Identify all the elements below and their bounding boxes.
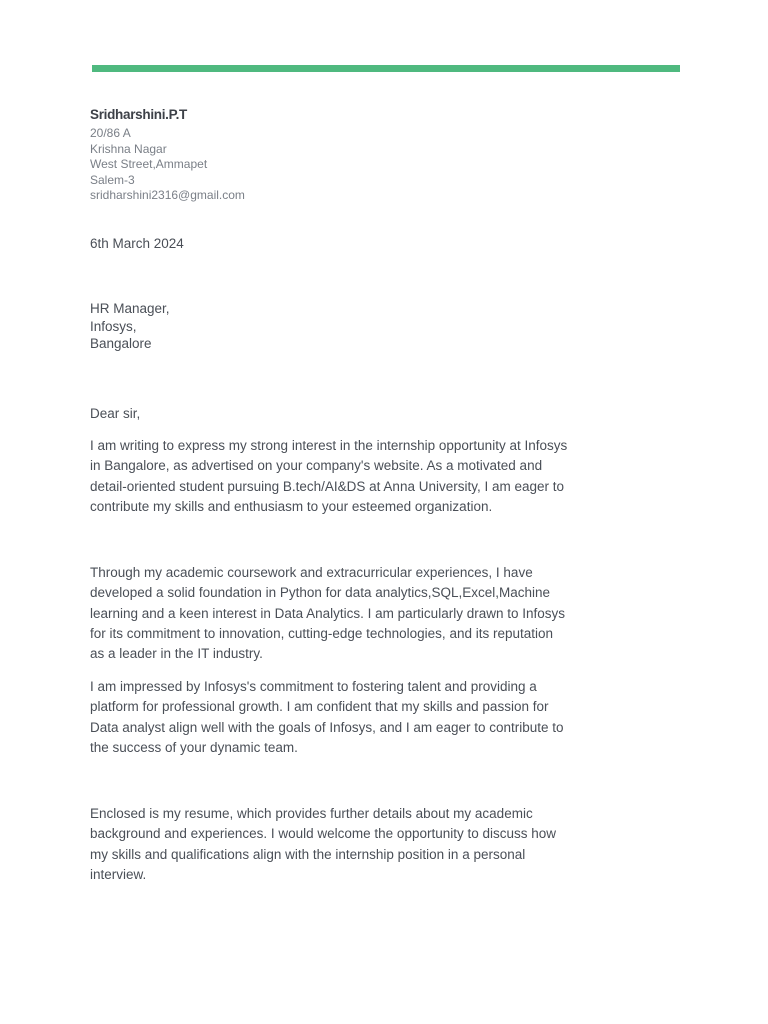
body-paragraph: I am impressed by Infosys's commitment to fostering talent and providing a platform for professional growth. I am confident that my skills and passion for Data analyst align well with the goals of Infosys, and I am eager to contribute to the success of your dynamic team. — [90, 679, 564, 755]
sender-address-line: West Street,Ammapet — [90, 157, 208, 172]
sender-name: Sridharshini.P.T — [90, 107, 187, 122]
recipient-line: Bangalore — [90, 336, 152, 351]
recipient-line: HR Manager, — [90, 301, 170, 316]
sender-address-line: 20/86 A — [90, 126, 131, 140]
recipient-block — [90, 300, 170, 353]
recipient-line: Infosys, — [90, 318, 137, 334]
sender-block — [90, 106, 590, 204]
sender-address-line: Salem-3 — [90, 172, 135, 187]
body-paragraph: Enclosed is my resume, which provides further details about my academic background and experiences. I would welcome the opportunity to discuss how my skills and qualifications align with the internship position in a personal interview. — [90, 806, 557, 882]
salutation: Dear sir, — [90, 406, 141, 421]
header-accent-bar — [92, 65, 680, 72]
sender-email: sridharshini2316@gmail.com — [90, 188, 245, 203]
body-paragraph: Through my academic coursework and extracurricular experiences, I have developed a solid foundation in Python for data analytics,SQL,Excel,Machine learning and a keen interest in Data Analytics. I am particularly drawn to Infosys for its commitment to innovation, cutting-edge technologies, and its reputation as a leader in the IT industry. — [90, 565, 565, 662]
letter-date: 6th March 2024 — [90, 236, 184, 251]
body-paragraph: I am writing to express my strong interest in the internship opportunity at Infosys in Bangalore, as advertised on your company's website. As a motivated and detail-oriented student pursuing B.tech/AI&DS at Anna University, I am eager to contribute my skills and enthusiasm to your esteemed organization. — [90, 438, 568, 514]
sender-address-line: Krishna Nagar — [90, 141, 167, 156]
